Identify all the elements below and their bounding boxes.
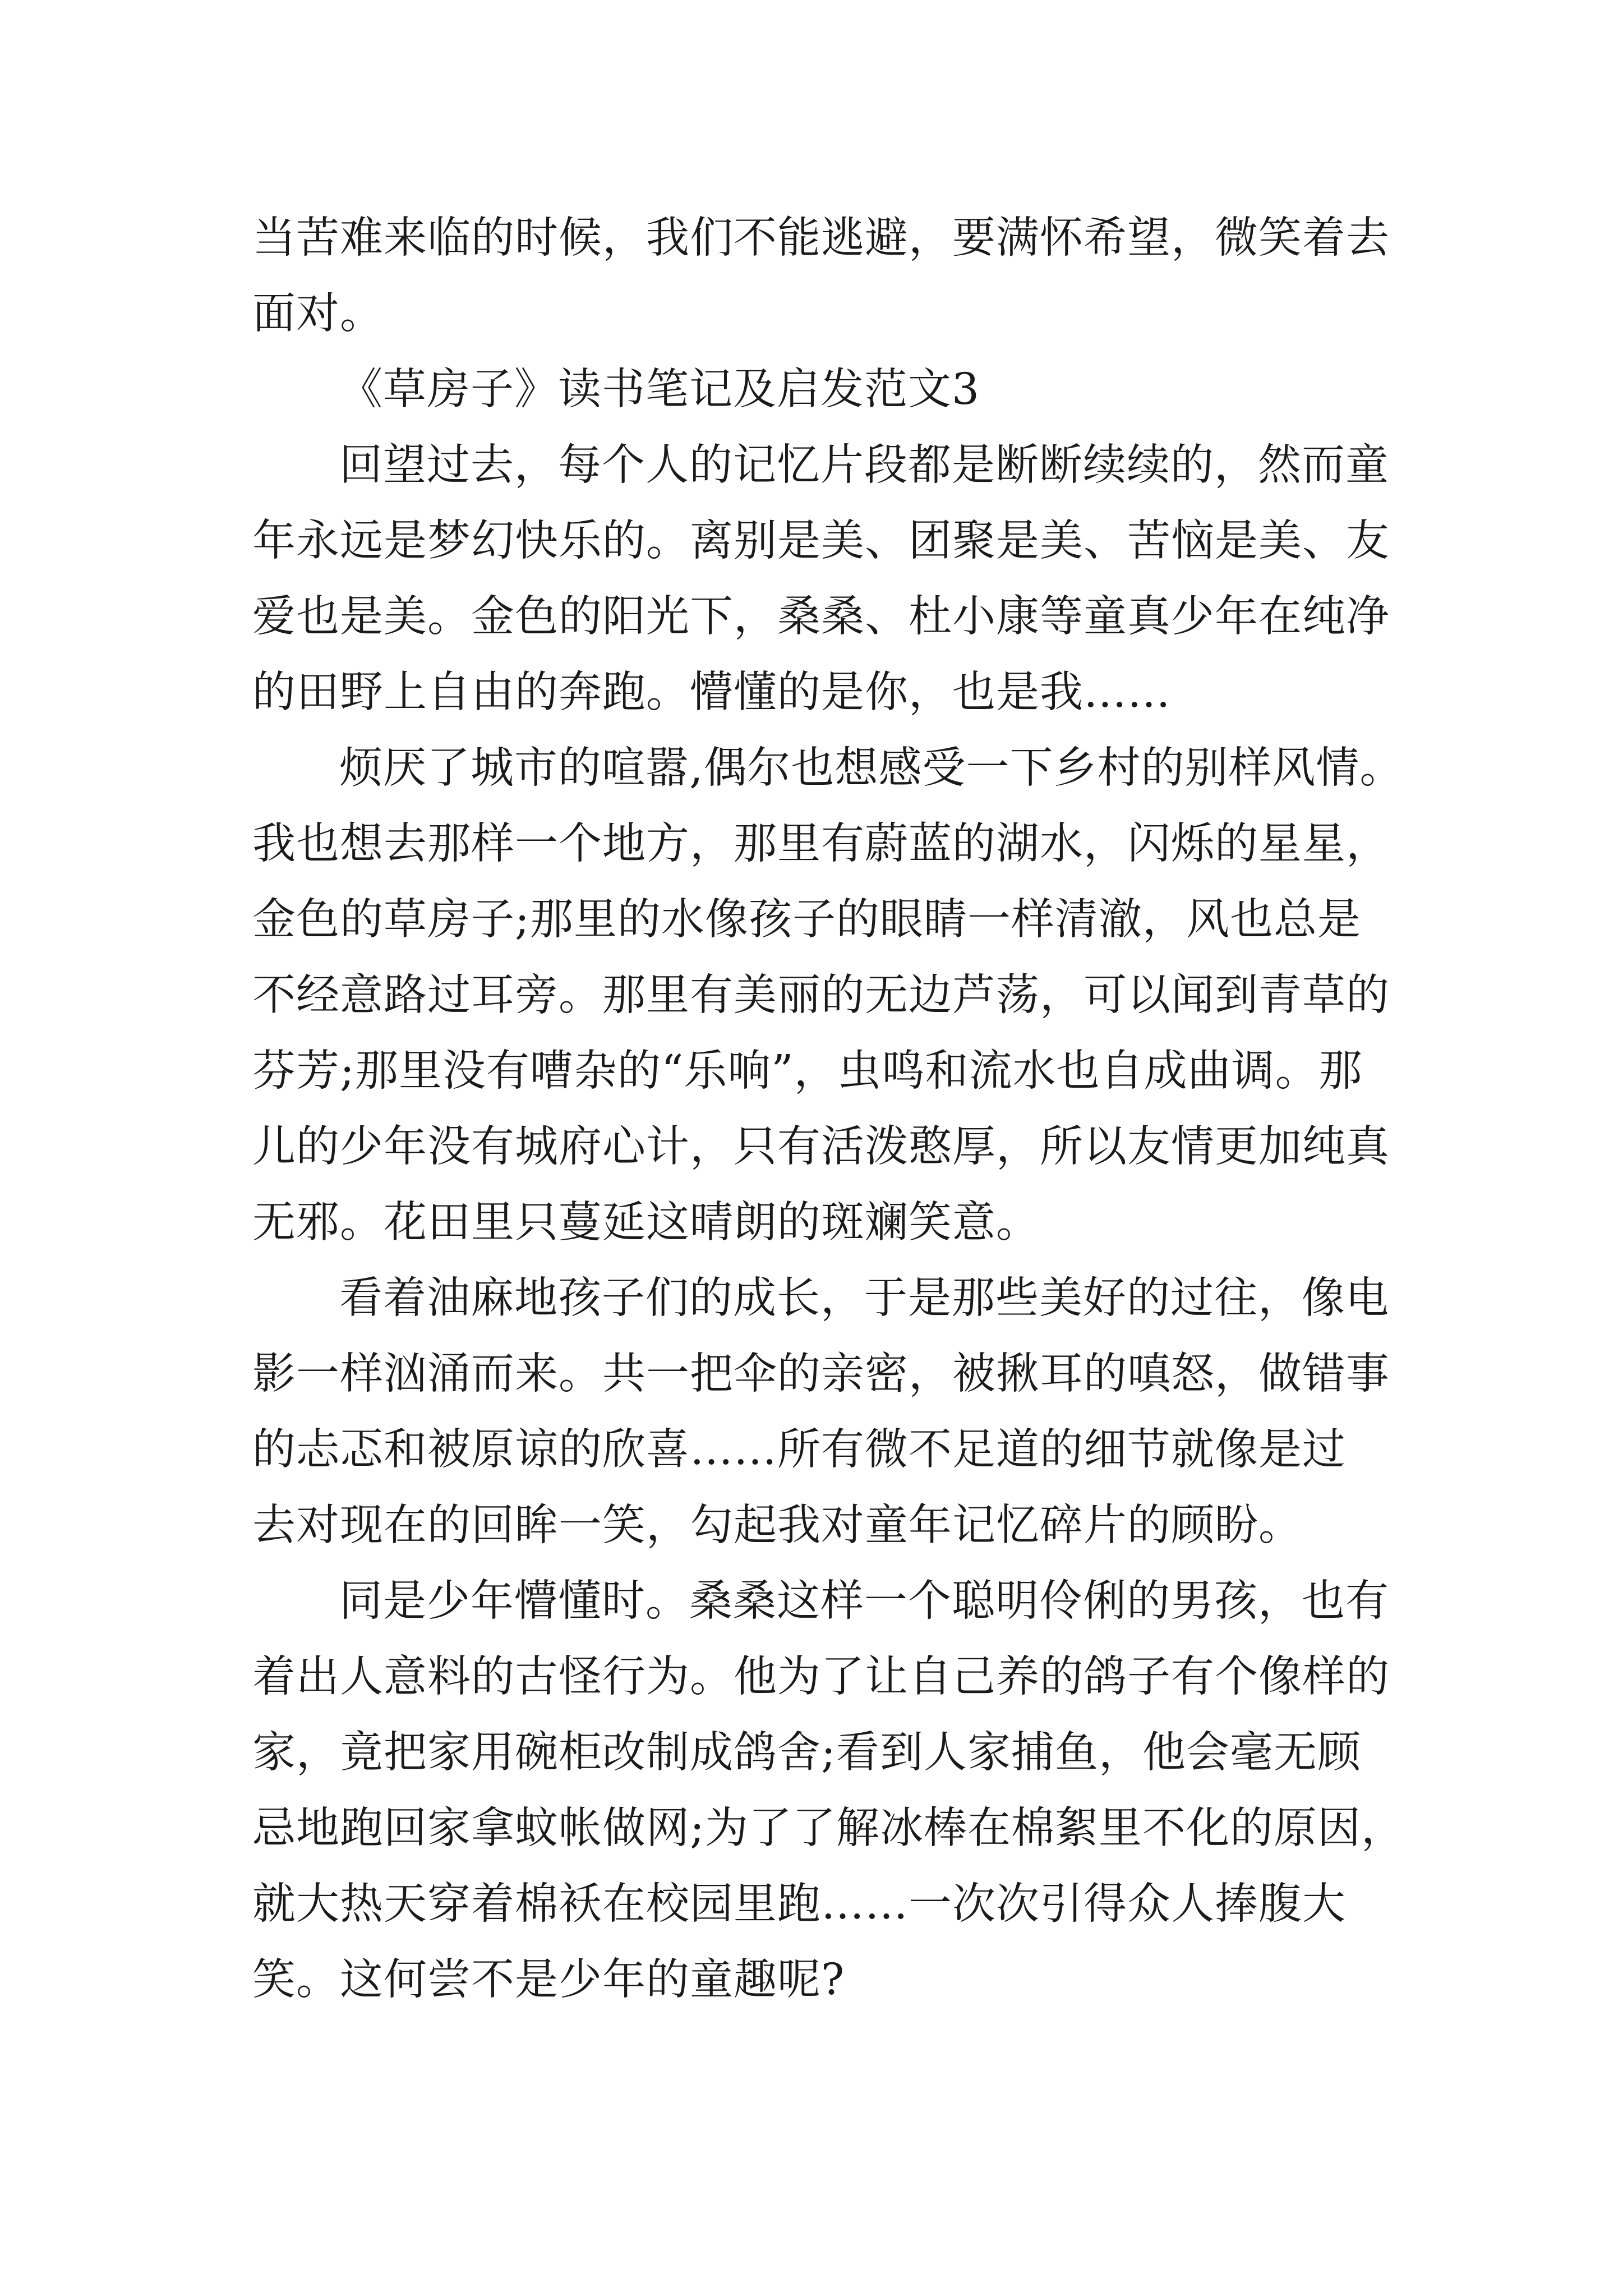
text-line: 当苦难来临的时候，我们不能逃避，要满怀希望，微笑着去 (252, 213, 1390, 263)
text-line: 儿的少年没有城府心计，只有活泼憨厚，所以友情更加纯真 (252, 1122, 1390, 1172)
text-line: 影一样汹涌而来。共一把伞的亲密，被揪耳的嗔怒，做错事 (252, 1349, 1390, 1399)
text-line: 同是少年懵懂时。桑桑这样一个聪明伶俐的男孩，也有 (339, 1576, 1389, 1626)
text-line: 就大热天穿着棉袄在校园里跑……一次次引得众人捧腹大 (252, 1879, 1346, 1929)
text-line: 芬芳;那里没有嘈杂的“乐响”，虫鸣和流水也自成曲调。那 (252, 1046, 1363, 1096)
text-line: 烦厌了城市的喧嚣,偶尔也想感受一下乡村的别样风情。 (339, 743, 1404, 793)
text-line: 回望过去，每个人的记忆片段都是断断续续的，然而童 (339, 440, 1389, 490)
text-line: 家，竟把家用碗柜改制成鸽舍;看到人家捕鱼，他会毫无顾 (252, 1728, 1361, 1778)
section-heading: 《草房子》读书笔记及启发范文3 (339, 365, 980, 415)
text-line: 金色的草房子;那里的水像孩子的眼睛一样清澈，风也总是 (252, 895, 1361, 945)
text-line: 面对。 (252, 289, 384, 339)
text-line: 无邪。花田里只蔓延这晴朗的斑斓笑意。 (252, 1198, 1040, 1248)
text-line: 看着油麻地孩子们的成长，于是那些美好的过往，像电 (339, 1273, 1389, 1323)
text-line: 着出人意料的古怪行为。他为了让自己养的鸽子有个像样的 (252, 1652, 1390, 1702)
text-line: 的田野上自由的奔跑。懵懂的是你，也是我…… (252, 668, 1171, 717)
text-line: 忌地跑回家拿蚊帐做网;为了了解冰棒在棉絮里不化的原因， (252, 1803, 1405, 1853)
text-line: 爱也是美。金色的阳光下，桑桑、杜小康等童真少年在纯净 (252, 592, 1390, 642)
text-line: 不经意路过耳旁。那里有美丽的无边芦荡，可以闻到青草的 (252, 970, 1390, 1020)
text-line: 的忐忑和被原谅的欣喜……所有微不足道的细节就像是过 (252, 1425, 1346, 1475)
text-line: 年永远是梦幻快乐的。离别是美、团聚是美、苦恼是美、友 (252, 516, 1390, 566)
text-line: 去对现在的回眸一笑，勾起我对童年记忆碎片的顾盼。 (252, 1501, 1302, 1550)
text-line: 我也想去那样一个地方，那里有蔚蓝的湖水，闪烁的星星， (252, 819, 1390, 869)
text-line: 笑。这何尝不是少年的童趣呢? (252, 1955, 845, 2005)
